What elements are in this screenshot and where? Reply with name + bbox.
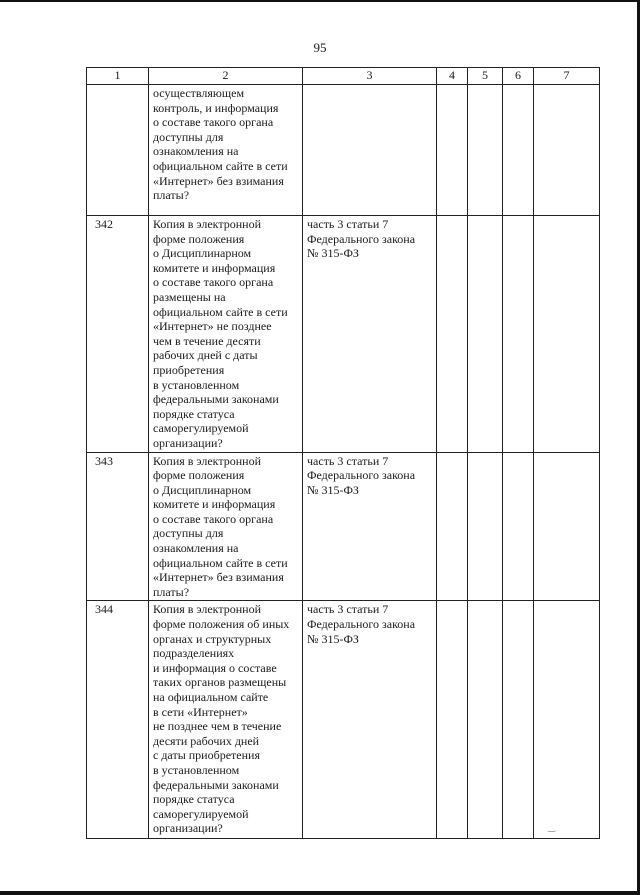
question-line: федеральными законами	[153, 777, 279, 792]
checklist-table	[86, 67, 600, 839]
question-line: форме положения	[153, 231, 245, 246]
question-line: официальном сайте в сети	[153, 304, 288, 319]
question-line: приобретения	[153, 362, 225, 377]
question-line: комитете и информация	[153, 260, 276, 275]
question-line: официальном сайте в сети	[153, 158, 288, 173]
question-line: контроль, и информация	[153, 100, 279, 115]
question-cell	[149, 601, 303, 839]
question-line: на официальном сайте	[153, 690, 269, 704]
question-line: Копия в электронной	[153, 453, 262, 468]
question-line: не позднее чем в течение	[153, 719, 282, 734]
header-cell-5: 5	[468, 68, 503, 85]
question-line: организации?	[153, 821, 223, 836]
legal-basis-line: часть 3 статьи 7	[307, 453, 389, 468]
row-number-cell: 342	[87, 216, 149, 453]
question-line: размещены на	[153, 289, 226, 304]
question-line: «Интернет» без взимания	[153, 173, 284, 188]
table-row-343	[87, 452, 600, 601]
row-number-cell: 344	[87, 601, 149, 839]
answer-cell-7	[534, 452, 600, 601]
question-line: форме положения об иных	[153, 617, 290, 632]
header-cell-1: 1	[87, 68, 149, 85]
question-cell	[149, 216, 303, 453]
page-number: 95	[313, 40, 327, 55]
header-row	[87, 68, 600, 85]
question-line: платы?	[153, 188, 190, 203]
question-line: о составе такого органа	[153, 275, 274, 290]
legal-basis-line: часть 3 статьи 7	[307, 217, 389, 231]
question-line: в установленном	[153, 762, 240, 777]
answer-cell-7	[534, 85, 600, 216]
legal-basis-cell	[303, 216, 437, 453]
answer-cell-4	[437, 85, 468, 216]
header-cell-2: 2	[149, 68, 303, 85]
question-line: и информация о составе	[153, 660, 277, 675]
legal-basis-line: часть 3 статьи 7	[307, 602, 389, 617]
scan-mark: ‿	[548, 822, 556, 832]
header-cell-7: 7	[534, 68, 600, 85]
question-line: о составе такого органа	[153, 511, 274, 526]
question-line: федеральными законами	[153, 392, 279, 407]
question-line: с даты приобретения	[153, 748, 260, 763]
legal-basis-cell	[303, 85, 437, 216]
question-line: о Дисциплинарном	[153, 482, 252, 497]
question-line: «Интернет» не позднее	[153, 319, 272, 334]
answer-cell-4	[437, 452, 468, 601]
legal-basis-line: Федерального закона	[307, 468, 416, 483]
question-cell	[149, 452, 303, 601]
answer-cell-7	[534, 601, 600, 839]
table-row-continuation	[87, 85, 600, 216]
question-line: «Интернет» без взимания	[153, 570, 284, 585]
header-cell-3: 3	[303, 68, 437, 85]
answer-cell-4	[437, 216, 468, 453]
question-line: комитете и информация	[153, 497, 276, 512]
question-line: порядке статуса	[153, 792, 235, 807]
answer-cell-6	[503, 85, 534, 216]
answer-cell-5	[468, 216, 503, 453]
answer-cell-7	[534, 216, 600, 453]
question-line: рабочих дней с даты	[153, 348, 258, 363]
question-line: платы?	[153, 584, 190, 599]
table-row-344	[87, 601, 600, 839]
answer-cell-5	[468, 601, 503, 839]
question-line: в установленном	[153, 377, 240, 392]
row-number-cell: 343	[87, 452, 149, 601]
question-line: ознакомления на	[153, 144, 239, 159]
question-line: десяти рабочих дней	[153, 733, 260, 748]
question-line: доступны для	[153, 129, 224, 144]
question-line: осуществляющем	[153, 86, 245, 100]
question-line: порядке статуса	[153, 406, 235, 421]
answer-cell-5	[468, 85, 503, 216]
question-line: доступны для	[153, 526, 224, 541]
answer-cell-4	[437, 601, 468, 839]
legal-basis-line: № 315-ФЗ	[307, 246, 359, 261]
legal-basis-line: Федерального закона	[307, 617, 416, 632]
legal-basis-cell	[303, 601, 437, 839]
header-cell-4: 4	[437, 68, 468, 85]
question-line: подразделениях	[153, 646, 235, 661]
answer-cell-6	[503, 452, 534, 601]
legal-basis-line: № 315-ФЗ	[307, 482, 359, 497]
question-line: ознакомления на	[153, 541, 239, 556]
legal-basis-line: № 315-ФЗ	[307, 631, 359, 646]
question-line: официальном сайте в сети	[153, 555, 288, 570]
question-line: Копия в электронной	[153, 602, 262, 617]
answer-cell-5	[468, 452, 503, 601]
row-number-cell	[87, 85, 149, 216]
answer-cell-6	[503, 601, 534, 839]
answer-cell-6	[503, 216, 534, 453]
question-line: Копия в электронной	[153, 217, 262, 231]
question-line: организации?	[153, 435, 223, 450]
question-line: форме положения	[153, 468, 245, 483]
legal-basis-line: Федерального закона	[307, 231, 416, 246]
header-cell-6: 6	[503, 68, 534, 85]
question-line: о Дисциплинарном	[153, 246, 252, 261]
question-line: саморегулируемой	[153, 806, 249, 821]
question-line: в сети «Интернет»	[153, 704, 248, 719]
question-line: органах и структурных	[153, 631, 272, 646]
legal-basis-cell	[303, 452, 437, 601]
question-line: о составе такого органа	[153, 115, 274, 130]
question-cell	[149, 85, 303, 216]
question-line: чем в течение десяти	[153, 333, 261, 348]
question-line: саморегулируемой	[153, 421, 249, 436]
question-line: таких органов размещены	[153, 675, 287, 690]
table-row-342	[87, 216, 600, 453]
